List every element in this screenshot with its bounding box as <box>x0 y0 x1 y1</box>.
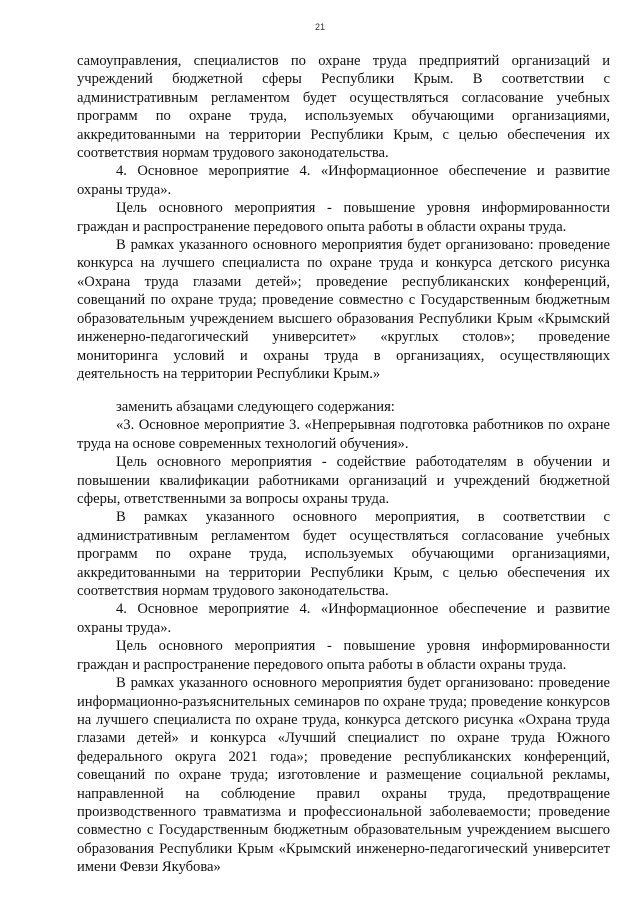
paragraph: самоуправления, специалистов по охране труда предприятий организаций и учреждений бюджетной сферы Республики Крым. В соответствии с административным регламентом будет осуществляться согласование учебных программ по охране труда, используемых обучающими организациями, аккредитованными на территории Республики Крым, с целью обеспечения их соответствия нормам трудового законодательства. <box>77 53 610 162</box>
paragraph: В рамках указанного основного мероприятия, в соответствии с административным регламентом будет осуществляться согласование учебных программ по охране труда, используемых обучающими организациями, аккредитованными на территории Республики Крым, с целью обеспечения их соответствия нормам трудового законодательства. <box>77 509 610 600</box>
text-block-after <box>77 398 610 877</box>
paragraph: заменить абзацами следующего содержания: <box>116 399 395 415</box>
page-number: 21 <box>314 22 325 32</box>
paragraph: Цель основного мероприятия - повышение уровня информированности граждан и распространение передового опыта работы в области охраны труда. <box>77 638 610 673</box>
paragraph: 4. Основное мероприятие 4. «Информационное обеспечение и развитие охраны труда». <box>77 601 610 636</box>
paragraph: Цель основного мероприятия - повышение уровня информированности граждан и распространение передового опыта работы в области охраны труда. <box>77 200 610 235</box>
paragraph: Цель основного мероприятия - содействие работодателям в обучении и повышении квалификации работниками организаций и учреждений бюджетной сферы, ответственными за вопросы охраны труда. <box>77 454 610 508</box>
paragraph: В рамках указанного основного мероприятия будет организовано: проведение информационно-разъяснительных семинаров по охране труда; проведение конкурсов на лучшего специалиста по охране труда, конкурса детского рисунка «Охрана труда глазами детей» и конкурса «Лучший специалист по охране труда Южного федерального округа 2021 года»; проведение республиканских конференций, совещаний по охране труда; изготовление и размещение социальной рекламы, направленной на соблюдение правил охраны труда, предотвращение производственного травматизма и профессиональной заболеваемости; проведение совместно с Государственным бюджетным образовательным учреждением высшего образования Республики Крым «Крымский инженерно-педагогический университет имени Февзи Якубова» <box>77 675 610 876</box>
text-block-before <box>77 52 610 383</box>
paragraph: «3. Основное мероприятие 3. «Непрерывная подготовка работников по охране труда на основе современных технологий обучения». <box>77 417 610 452</box>
paragraph: В рамках указанного основного мероприятия будет организовано: проведение конкурса на лучшего специалиста по охране труда и конкурса детского рисунка «Охрана труда глазами детей»; проведение республиканских конференций, совещаний по охране труда; проведение совместно с Государственным бюджетным образовательным учреждением высшего образования Республики Крым «Крымский инженерно-педагогический университет» «круглых столов»; проведение мониторинга условий и охраны труда в организациях, осуществляющих деятельность на территории Республики Крым.» <box>77 237 610 382</box>
paragraph: 4. Основное мероприятие 4. «Информационное обеспечение и развитие охраны труда». <box>77 163 610 198</box>
